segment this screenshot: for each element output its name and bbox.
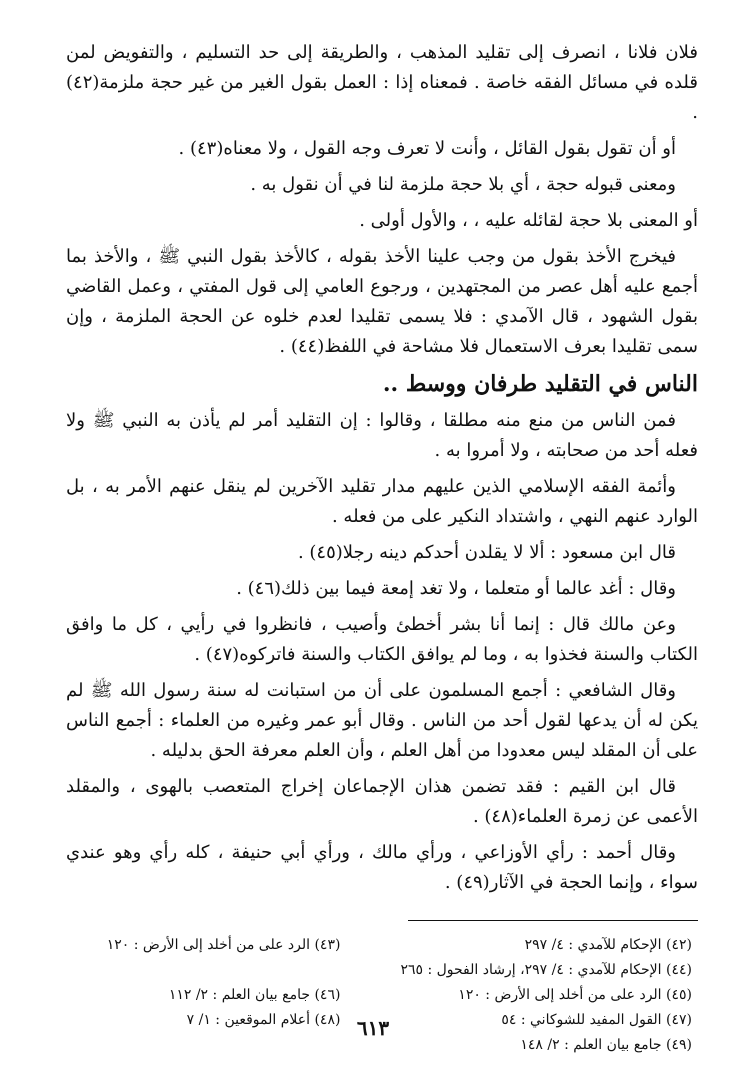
footnote-44: (٤٤) الإحكام للآمدي : ٤/ ٢٩٧، إرشاد الفحول : ٢٦٥ [400,962,692,978]
section-heading: الناس في التقليد طرفان ووسط .. [382,371,698,397]
paragraph-exclusions: فيخرج الأخذ بقول من وجب علينا الأخذ بقوله ، كالأخذ بقول النبي ﷺ ، والأخذ بما أجمع عليه أهل عصر من المجتهدين ، ورجوع العامي إلى قول المفتي ، وعمل القاضي بقول الشهود ، قال الآمدي : فلا يسمى تقليدا لعدم خلوه عن الحجة الملزمة ، وإن سمى تقليدا بعرف الاستعمال فلا مشاحة في اللفظ(٤٤) . [66,246,698,357]
body-text [66,38,698,898]
page-number: ٦١٣ [356,1016,390,1040]
footnote-48: (٤٨) أعلام الموقعين : ١/ ٧ [186,1012,341,1028]
paragraph-meaning-alt: أو المعنى بلا حجة لقائله عليه ، ، والأول أولى . [359,210,698,231]
paragraph-continuation: فلان فلانا ، انصرف إلى تقليد المذهب ، والطريقة إلى حد التسليم ، والتفويض لمن قلده في مسائل الفقه خاصة . فمعناه إذا : العمل بقول الغير من غير حجة ملزمة(٤٢) . [66,42,698,123]
footnote-empty [66,960,340,981]
footnote-divider [408,920,698,921]
footnote-46: (٤٦) جامع بيان العلم : ٢/ ١١٢ [168,987,341,1003]
paragraph-ibn-masud-2: وقال : أغد عالما أو متعلما ، ولا تغد إمعة فيما بين ذلك(٤٦) . [236,578,676,599]
paragraph-ahmad: وقال أحمد : رأي الأوزاعي ، ورأي مالك ، ورأي أبي حنيفة ، كله رأي وهو عندي سواء ، وإنما الحجة في الآثار(٤٩) . [66,842,698,893]
paragraph-meaning: ومعنى قبوله حجة ، أي بلا حجة ملزمة لنا في أن نقول به . [250,174,676,195]
paragraph-ibn-qayyim: قال ابن القيم : فقد تضمن هذان الإجماعان إخراج المتعصب بالهوى ، والمقلد الأعمى عن زمرة العلماء(٤٨) . [66,776,698,827]
paragraph-prohibition: فمن الناس من منع منه مطلقا ، وقالوا : إن التقليد أمر لم يأذن به النبي ﷺ ولا فعله أحد من صحابته ، ولا أمروا به . [66,410,698,461]
paragraph-definition-alt: أو أن تقول بقول القائل ، وأنت لا تعرف وجه القول ، ولا معناه(٤٣) . [178,138,676,159]
paragraph-imams: وأئمة الفقه الإسلامي الذين عليهم مدار تقليد الآخرين لم ينقل عنهم الأمر به ، بل الوارد عنهم النهي ، واشتداد النكير على من فعله . [66,476,698,527]
footnote-49: (٤٩) جامع بيان العلم : ٢/ ١٤٨ [520,1037,692,1053]
footnote-45: (٤٥) الرد على من أخلد إلى الأرض : ١٢٠ [458,987,692,1003]
footnote-42: (٤٢) الإحكام للآمدي : ٤/ ٢٩٧ [524,937,692,953]
paragraph-ibn-masud: قال ابن مسعود : ألا لا يقلدن أحدكم دينه رجلا(٤٥) . [297,542,676,563]
footnote-43: (٤٣) الرد على من أخلد إلى الأرض : ١٢٠ [106,937,341,953]
paragraph-shafii: وقال الشافعي : أجمع المسلمون على أن من استبانت له سنة رسول الله ﷺ لم يكن له أن يدعها لقول أحد من الناس . وقال أبو عمر وغيره من العلماء : أجمع الناس على أن المقلد ليس معدودا من أهل العلم ، وأن العلم معرفة الحق بدليله . [66,680,698,761]
paragraph-malik: وعن مالك قال : إنما أنا بشر أخطئ وأصيب ، فانظروا في رأيي ، كل ما وافق الكتاب والسنة فخذوا به ، وما لم يوافق الكتاب والسنة فاتركوه(٤٧) . [66,614,698,665]
footnote-47: (٤٧) القول المفيد للشوكاني : ٥٤ [501,1012,692,1028]
